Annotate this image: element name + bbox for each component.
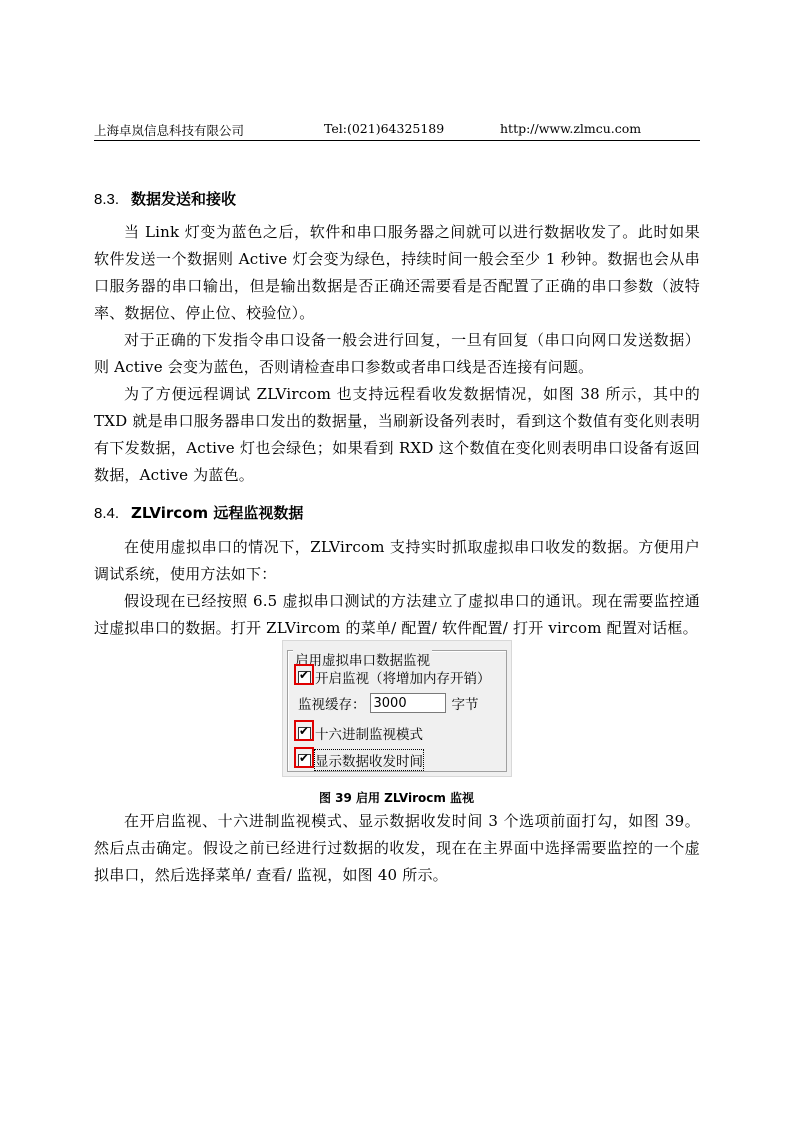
show-time-option[interactable] (298, 750, 423, 770)
hex-mode-option[interactable] (298, 723, 423, 743)
highlight-box (294, 664, 314, 685)
section-8-4-heading (94, 502, 303, 523)
cache-label: 监视缓存： (298, 697, 366, 713)
cache-unit: 字节 (451, 697, 479, 713)
paragraph: 为了方便远程调试 ZLVircom 也支持远程看收发数据情况，如图 38 所示，其中的 TXD 就是串口服务器串口发出的数据量，当刷新设备列表时，看到这个数值有变化则表明有下发数据，Active 灯也会绿色；如果看到 RXD 这个数值在变化则表明串口设备有返回数据，Active 为蓝色。 (94, 385, 700, 484)
section-title: 数据发送和接收 (131, 190, 237, 208)
enable-monitor-label: 开启监视（将增加内存开销） (315, 671, 491, 687)
header-tel: Tel:(021)64325189 (324, 121, 445, 136)
paragraph: 在开启监视、十六进制监视模式、显示数据收发时间 3 个选项前面打勾，如图 39。然后点击确定。假设之前已经进行过数据的收发，现在在主界面中选择需要监控的一个虚拟串口，然后选择菜单/ 查看/ 监视，如图 40 所示。 (94, 812, 700, 884)
section-number: 8.3. (94, 191, 120, 208)
highlight-box (294, 747, 314, 768)
cache-size-input[interactable] (370, 693, 446, 713)
header-company: 上海卓岚信息科技有限公司 (94, 123, 245, 138)
hex-mode-label: 十六进制监视模式 (315, 727, 423, 743)
check-icon: ✔ (299, 667, 310, 682)
show-time-label: 显示数据收发时间 (315, 750, 423, 770)
vircom-monitor-dialog (282, 640, 512, 777)
page-header (94, 121, 700, 141)
check-icon: ✔ (299, 723, 310, 738)
section-8-3-heading (94, 188, 236, 209)
paragraph: 假设现在已经按照 6.5 虚拟串口测试的方法建立了虚拟串口的通讯。现在需要监控通过虚拟串口的数据。打开 ZLVircom 的菜单/ 配置/ 软件配置/ 打开 vircom 配置对话框。 (94, 592, 700, 637)
group-title: 启用虚拟串口数据监视 (293, 649, 432, 669)
paragraph: 在使用虚拟串口的情况下，ZLVircom 支持实时抓取虚拟串口收发的数据。方便用户调试系统，使用方法如下： (94, 538, 700, 583)
header-rule (94, 140, 700, 141)
figure-caption: 图 39 启用 ZLVirocm 监视 (318, 791, 475, 805)
section-number: 8.4. (94, 505, 120, 522)
paragraph: 对于正确的下发指令串口设备一般会进行回复，一旦有回复（串口向网口发送数据）则 Active 会变为蓝色，否则请检查串口参数或者串口线是否连接有问题。 (94, 331, 700, 376)
check-icon: ✔ (299, 750, 310, 765)
paragraph: 当 Link 灯变为蓝色之后，软件和串口服务器之间就可以进行数据收发了。此时如果软件发送一个数据则 Active 灯会变为绿色，持续时间一般会至少 1 秒钟。数据也会从串口服务器的串口输出，但是输出数据是否正确还需要看是否配置了正确的串口参数（波特率、数据位、停止位、校验位）。 (94, 223, 700, 322)
header-url[interactable]: http://www.zlmcu.com (500, 121, 642, 136)
monitor-group-box (287, 650, 507, 772)
cache-option (298, 693, 479, 713)
section-title: ZLVircom 远程监视数据 (131, 504, 304, 522)
enable-monitor-option[interactable] (298, 667, 491, 687)
highlight-box (294, 720, 314, 741)
